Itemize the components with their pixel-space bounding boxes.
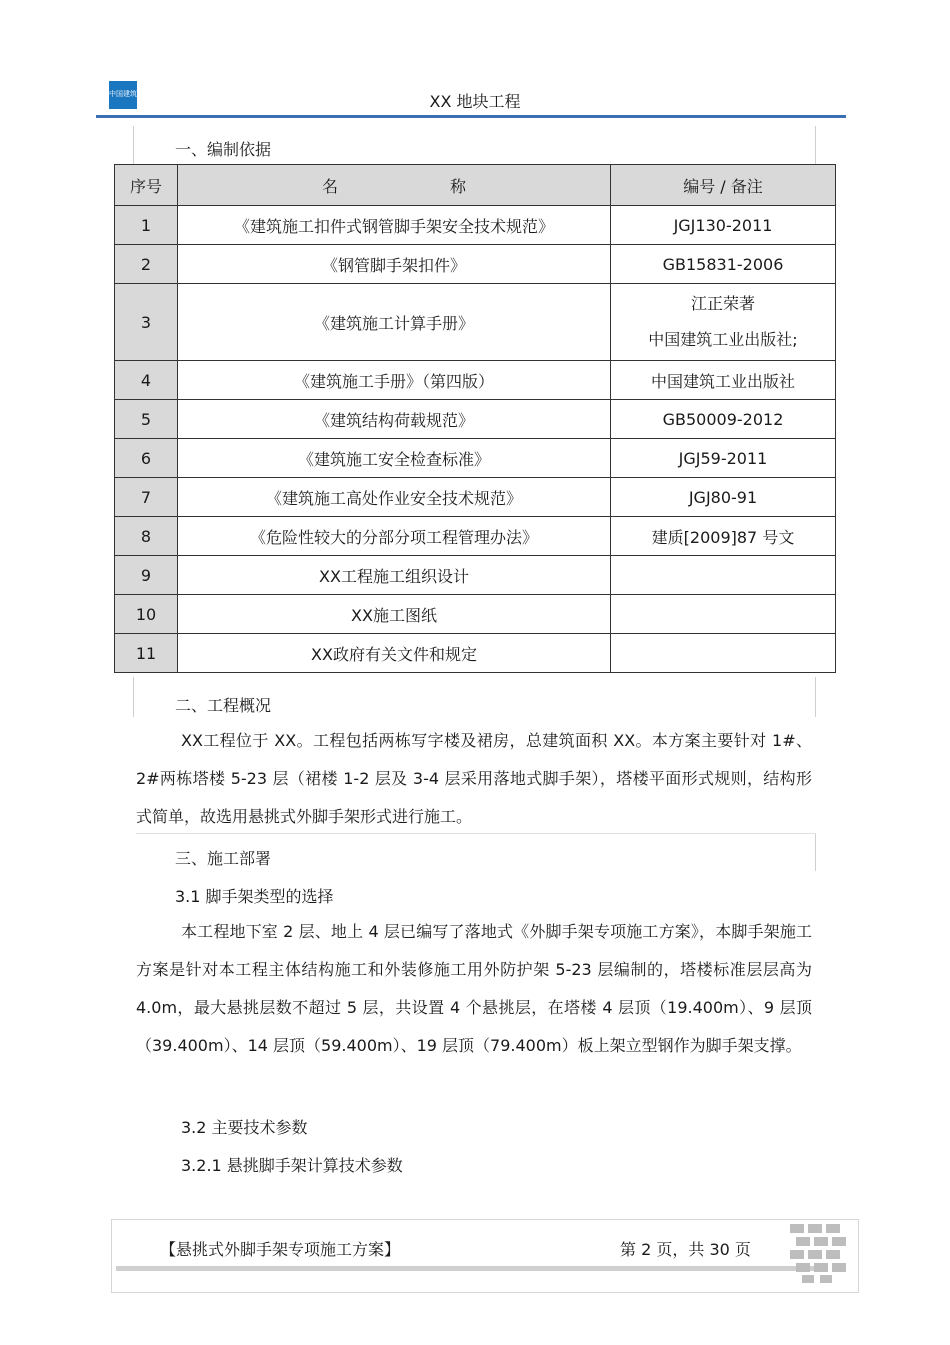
table-row — [115, 556, 836, 595]
row-name: 《钢管脚手架扣件》 — [178, 245, 611, 284]
overview-paragraph — [136, 722, 812, 836]
row-name: 《建筑施工计算手册》 — [178, 284, 611, 361]
row-note: 建质[2009]87 号文 — [611, 517, 836, 556]
company-logo: 中国建筑 — [109, 81, 137, 109]
row-name: 《建筑施工扣件式钢管脚手架安全技术规范》 — [178, 206, 611, 245]
margin-line — [133, 677, 134, 717]
row-name: 《建筑施工手册》（第四版） — [178, 361, 611, 400]
footer-bar — [116, 1266, 816, 1271]
row-note — [611, 595, 836, 634]
overview-text: XX工程位于 XX。工程包括两栋写字楼及裙房，总建筑面积 XX。本方案主要针对 1#、2#两栋塔楼 5-23 层（裙楼 1-2 层及 3-4 层采用落地式脚手架），塔楼平面形式规则，结构形式简单，故选用悬挑式外脚手架形式进行施工。 — [136, 731, 812, 826]
subheading-3-2: 3.2 主要技术参数 — [181, 1118, 308, 1137]
row-no: 11 — [115, 634, 178, 673]
row-note: JGJ130-2011 — [611, 206, 836, 245]
row-name: XX工程施工组织设计 — [178, 556, 611, 595]
row-note: GB15831-2006 — [611, 245, 836, 284]
row-no: 8 — [115, 517, 178, 556]
row-no: 1 — [115, 206, 178, 245]
row-no: 4 — [115, 361, 178, 400]
row-no: 3 — [115, 284, 178, 361]
section-heading-overview: 二、工程概况 — [175, 696, 272, 715]
row-note — [611, 634, 836, 673]
row-no: 9 — [115, 556, 178, 595]
row-no: 6 — [115, 439, 178, 478]
deployment-paragraph — [136, 913, 812, 1065]
footer-page-info: 第 2 页，共 30 页 — [620, 1240, 751, 1259]
row-name: XX施工图纸 — [178, 595, 611, 634]
section-heading-deployment: 三、施工部署 — [175, 849, 272, 868]
row-no: 10 — [115, 595, 178, 634]
subheading-3-1: 3.1 脚手架类型的选择 — [175, 887, 334, 906]
table-row — [115, 517, 836, 556]
margin-line — [815, 126, 816, 166]
header-title: XX 地块工程 — [429, 92, 521, 111]
row-note — [611, 284, 836, 361]
table-row — [115, 361, 836, 400]
table-row — [115, 284, 836, 361]
table-row — [115, 400, 836, 439]
deployment-text: 本工程地下室 2 层、地上 4 层已编写了落地式《外脚手架专项施工方案》，本脚手架施工方案是针对本工程主体结构施工和外装修施工用外防护架 5-23 层编制的，塔楼标准层层高为 4.0m，最大悬挑层数不超过 5 层，共设置 4 个悬挑层，在塔楼 4 层顶（19.400m）、9 层顶（39.400m）、14 层顶（59.400m）、19 层顶（79.400m）板上架立型钢作为脚手架支撑。 — [136, 922, 812, 1055]
row-name: 《建筑结构荷载规范》 — [178, 400, 611, 439]
footer-doc-title: 【悬挑式外脚手架专项施工方案】 — [160, 1240, 401, 1259]
footer-pattern-icon — [786, 1222, 854, 1284]
section-heading-basis: 一、编制依据 — [175, 140, 272, 159]
margin-line — [815, 677, 816, 717]
table-row — [115, 478, 836, 517]
row-name: 《危险性较大的分部分项工程管理办法》 — [178, 517, 611, 556]
row-name: 《建筑施工高处作业安全技术规范》 — [178, 478, 611, 517]
table-row — [115, 595, 836, 634]
subheading-3-2-1: 3.2.1 悬挑脚手架计算技术参数 — [181, 1156, 403, 1175]
note-author: 江正荣著 — [690, 294, 755, 313]
margin-line — [133, 126, 134, 166]
row-no: 5 — [115, 400, 178, 439]
table-row — [115, 634, 836, 673]
row-no: 2 — [115, 245, 178, 284]
header-rule — [96, 115, 846, 118]
row-name: XX政府有关文件和规定 — [178, 634, 611, 673]
table-row — [115, 439, 836, 478]
table-row — [115, 245, 836, 284]
row-note: JGJ59-2011 — [611, 439, 836, 478]
row-note — [611, 556, 836, 595]
row-no: 7 — [115, 478, 178, 517]
table-row — [115, 206, 836, 245]
row-note: GB50009-2012 — [611, 400, 836, 439]
column-header-no: 序号 — [115, 165, 178, 206]
basis-table — [114, 164, 836, 673]
column-header-name: 名 称 — [178, 165, 611, 206]
row-name: 《建筑施工安全检查标准》 — [178, 439, 611, 478]
column-header-note: 编号 / 备注 — [611, 165, 836, 206]
note-publisher: 中国建筑工业出版社; — [648, 330, 798, 349]
row-note: 中国建筑工业出版社 — [611, 361, 836, 400]
row-note: JGJ80-91 — [611, 478, 836, 517]
margin-line — [815, 833, 816, 871]
